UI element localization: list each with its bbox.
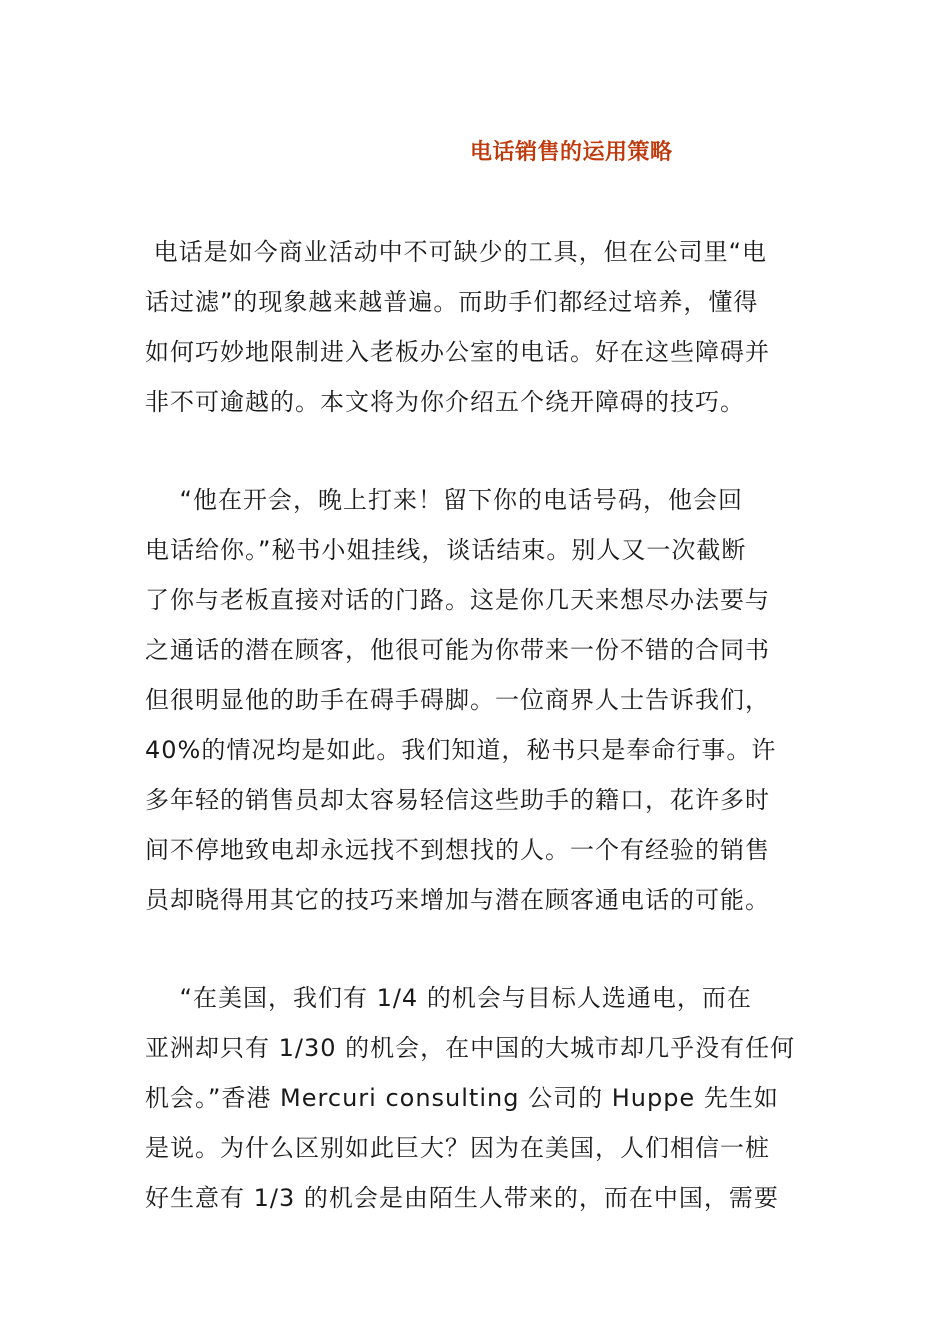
- paragraph-1-line-3: 如何巧妙地限制进入老板办公室的电话。好在这些障碍并: [145, 338, 770, 366]
- paragraph-1-line-1: 电话是如今商业活动中不可缺少的工具，但在公司里“电: [145, 238, 768, 266]
- paragraph-2-line-1: “他在开会，晚上打来！留下你的电话号码，他会回: [145, 486, 743, 514]
- paragraph-3-line-1: “在美国，我们有 1/4 的机会与目标人选通电，而在: [145, 984, 752, 1012]
- paragraph-2-line-4: 之通话的潜在顾客，他很可能为你带来一份不错的合同书: [145, 636, 770, 664]
- paragraph-2-line-3: 了你与老板直接对话的门路。这是你几天来想尽办法要与: [145, 586, 770, 614]
- paragraph-2-line-2: 电话给你。”秘书小姐挂线，谈话结束。别人又一次截断: [145, 536, 747, 564]
- paragraph-1-line-2: 话过滤”的现象越来越普遍。而助手们都经过培养，懂得: [145, 288, 759, 316]
- paragraph-2-line-7: 多年轻的销售员却太容易轻信这些助手的籍口，花许多时: [145, 786, 770, 814]
- paragraph-3-line-5: 好生意有 1/3 的机会是由陌生人带来的，而在中国，需要: [145, 1184, 779, 1212]
- paragraph-1-line-4: 非不可逾越的。本文将为你介绍五个绕开障碍的技巧。: [145, 388, 745, 416]
- paragraph-3-line-3: 机会。”香港 Mercuri consulting 公司的 Huppe 先生如: [145, 1084, 779, 1112]
- paragraph-2-line-5: 但很明显他的助手在碍手碍脚。一位商界人士告诉我们，: [145, 686, 770, 714]
- paragraph-2-line-8: 间不停地致电却永远找不到想找的人。一个有经验的销售: [145, 836, 770, 864]
- paragraph-2-line-6: 40%的情况均是如此。我们知道，秘书只是奉命行事。许: [145, 736, 777, 764]
- paragraph-3-line-2: 亚洲却只有 1/30 的机会，在中国的大城市却几乎没有任何: [145, 1034, 796, 1062]
- document-title: 电话销售的运用策略: [470, 140, 673, 165]
- paragraph-3-line-4: 是说。为什么区别如此巨大？因为在美国，人们相信一桩: [145, 1134, 770, 1162]
- paragraph-2-line-9: 员却晓得用其它的技巧来增加与潜在顾客通电话的可能。: [145, 886, 770, 914]
